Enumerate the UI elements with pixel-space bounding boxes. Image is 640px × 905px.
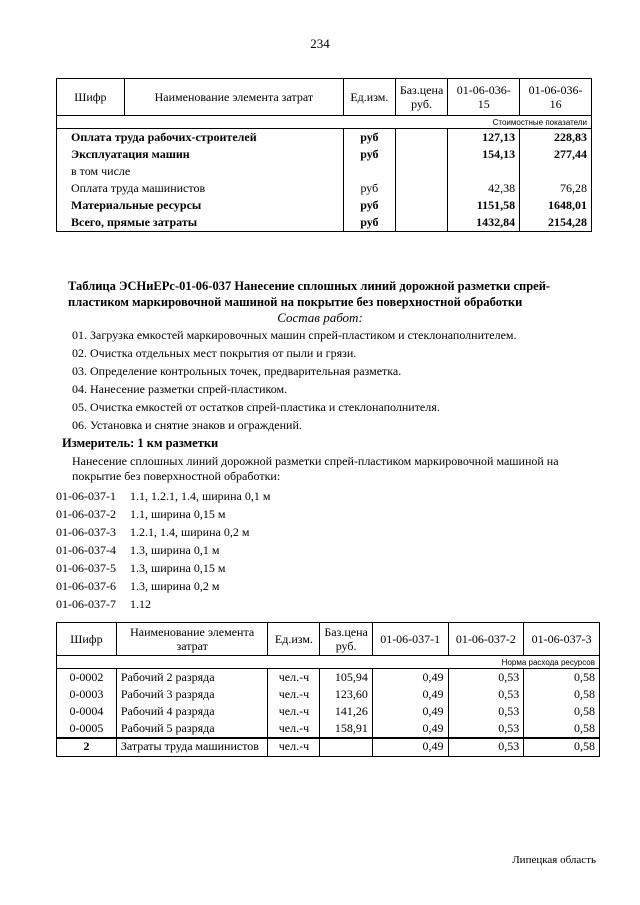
row-name: Всего, прямые затраты (57, 214, 344, 232)
table-row (57, 129, 592, 147)
code-item (56, 561, 225, 576)
row-value-2: 76,28 (520, 180, 592, 197)
row-value-1: 42,38 (448, 180, 520, 197)
row-value-1: 0,49 (372, 738, 448, 757)
code: 01-06-037-3 (56, 525, 116, 539)
row-value-2: 0,53 (448, 738, 524, 757)
row-code: 0-0002 (57, 669, 117, 687)
table-header-row (57, 79, 592, 116)
row-value-2: 0,53 (448, 703, 524, 720)
row-price: 158,91 (320, 720, 372, 738)
code-item (56, 579, 219, 594)
row-value-1: 1432,84 (448, 214, 520, 232)
code: 01-06-037-6 (56, 579, 116, 593)
cost-table (56, 78, 592, 232)
code-text: 1.3, ширина 0,2 м (130, 579, 220, 593)
row-unit: чел.-ч (268, 686, 320, 703)
col-header-norm-2: 01-06-037-2 (448, 623, 524, 656)
row-value-1: 1151,58 (448, 197, 520, 214)
works-subtitle: Состав работ: (277, 310, 363, 325)
code-item (56, 525, 249, 540)
row-unit: чел.-ч (268, 738, 320, 757)
row-value-3: 0,58 (524, 669, 600, 687)
row-value-3: 0,58 (524, 738, 600, 757)
table-row (57, 720, 600, 738)
code-item (56, 543, 219, 558)
section-row (57, 738, 600, 757)
code-text: 1.3, ширина 0,1 м (130, 543, 220, 557)
code-text: 1.2.1, 1.4, ширина 0,2 м (130, 525, 250, 539)
row-unit: руб (343, 214, 395, 232)
row-value-2: 2154,28 (520, 214, 592, 232)
table-row (57, 197, 592, 214)
col-header-name: Наименование элемента затрат (116, 623, 268, 656)
work-item: 05. Очистка емкостей от остатков спрей-пластика и стеклонаполнителя. (72, 400, 440, 414)
measure-unit: Измеритель: 1 км разметки (62, 436, 219, 450)
row-code: 2 (57, 738, 117, 757)
col-header-norm-3: 01-06-037-3 (524, 623, 600, 656)
table-header-row (57, 623, 600, 656)
resource-norm-table (56, 622, 600, 757)
col-header-base-price: Баз.цена руб. (320, 623, 372, 656)
col-header-code: Шифр (57, 79, 125, 116)
row-name: в том числе (57, 163, 344, 180)
row-price: 141,26 (320, 703, 372, 720)
table-caption-row (57, 656, 600, 669)
work-item: 02. Очистка отдельных мест покрытия от пыли и грязи. (72, 346, 357, 360)
code-item (56, 597, 151, 612)
table-row (57, 703, 600, 720)
footer-region: Липецкая область (512, 854, 596, 866)
row-code: 0-0003 (57, 686, 117, 703)
code-item (56, 489, 270, 504)
code: 01-06-037-7 (56, 597, 116, 611)
col-header-base-price: Баз.цена руб. (395, 79, 447, 116)
row-value-2: 277,44 (520, 146, 592, 163)
row-value-2: 0,53 (448, 720, 524, 738)
col-header-code: Шифр (57, 623, 117, 656)
table-row (57, 180, 592, 197)
page-number: 234 (310, 36, 330, 51)
row-price (320, 738, 372, 757)
col-header-name: Наименование элемента затрат (124, 79, 343, 116)
work-item: 04. Нанесение разметки спрей-пластиком. (72, 382, 288, 396)
row-unit: руб (343, 180, 395, 197)
code-text: 1.12 (130, 597, 151, 611)
code: 01-06-037-5 (56, 561, 116, 575)
table-row (57, 163, 592, 180)
col-header-unit: Ед.изм. (343, 79, 395, 116)
row-name: Рабочий 4 разряда (116, 703, 268, 720)
code-item (56, 507, 225, 522)
table-row (57, 146, 592, 163)
code-text: 1.3, ширина 0,15 м (130, 561, 226, 575)
table-row (57, 686, 600, 703)
row-unit: чел.-ч (268, 720, 320, 738)
row-value-1: 0,49 (372, 703, 448, 720)
row-value-2: 0,53 (448, 686, 524, 703)
row-unit: чел.-ч (268, 703, 320, 720)
row-value-1: 0,49 (372, 720, 448, 738)
work-item: 06. Установка и снятие знаков и ограждений. (72, 418, 302, 432)
table-row (57, 214, 592, 232)
row-name: Рабочий 5 разряда (116, 720, 268, 738)
col-header-norm-2: 01-06-036-16 (520, 79, 592, 116)
code: 01-06-037-1 (56, 489, 116, 503)
col-header-norm-1: 01-06-037-1 (372, 623, 448, 656)
code: 01-06-037-4 (56, 543, 116, 557)
row-value-2: 0,53 (448, 669, 524, 687)
row-name: Оплата труда машинистов (57, 180, 344, 197)
row-name: Эксплуатация машин (57, 146, 344, 163)
row-unit: руб (343, 197, 395, 214)
table-row (57, 669, 600, 687)
row-unit: чел.-ч (268, 669, 320, 687)
row-value-1: 0,49 (372, 669, 448, 687)
row-price: 105,94 (320, 669, 372, 687)
description: Нанесение сплошных линий дорожной разметки спрей-пластиком маркировочной машиной на покрытие без поверхностной обработки: (72, 454, 559, 483)
table-caption: Стоимостные показатели (57, 116, 592, 129)
work-item: 01. Загрузка емкостей маркировочных машин спрей-пластиком и стеклонаполнителем. (72, 328, 517, 342)
row-name: Рабочий 3 разряда (116, 686, 268, 703)
code-text: 1.1, 1.2.1, 1.4, ширина 0,1 м (130, 489, 271, 503)
row-value-1: 0,49 (372, 686, 448, 703)
col-header-norm-1: 01-06-036-15 (448, 79, 520, 116)
row-value-3: 0,58 (524, 703, 600, 720)
row-value-1: 154,13 (448, 146, 520, 163)
code: 01-06-037-2 (56, 507, 116, 521)
row-value-3: 0,58 (524, 686, 600, 703)
row-name: Рабочий 2 разряда (116, 669, 268, 687)
row-name: Материальные ресурсы (57, 197, 344, 214)
table-caption: Норма расхода ресурсов (57, 656, 600, 669)
row-name: Оплата труда рабочих-строителей (57, 129, 344, 147)
code-text: 1.1, ширина 0,15 м (130, 507, 226, 521)
row-name: Затраты труда машинистов (116, 738, 268, 757)
row-price: 123,60 (320, 686, 372, 703)
row-unit: руб (343, 146, 395, 163)
table-caption-row (57, 116, 592, 129)
row-value-2: 1648,01 (520, 197, 592, 214)
row-value-3: 0,58 (524, 720, 600, 738)
row-code: 0-0004 (57, 703, 117, 720)
row-code: 0-0005 (57, 720, 117, 738)
section-title: Таблица ЭСНиЕРс-01-06-037 Нанесение сплошных линий дорожной разметки спрей-пластиком маркировочной машиной на покрытие без поверхностной обработки (68, 279, 551, 309)
work-item: 03. Определение контрольных точек, предварительная разметка. (72, 364, 402, 378)
col-header-unit: Ед.изм. (268, 623, 320, 656)
row-value-2: 228,83 (520, 129, 592, 147)
row-value-1: 127,13 (448, 129, 520, 147)
row-unit: руб (343, 129, 395, 147)
